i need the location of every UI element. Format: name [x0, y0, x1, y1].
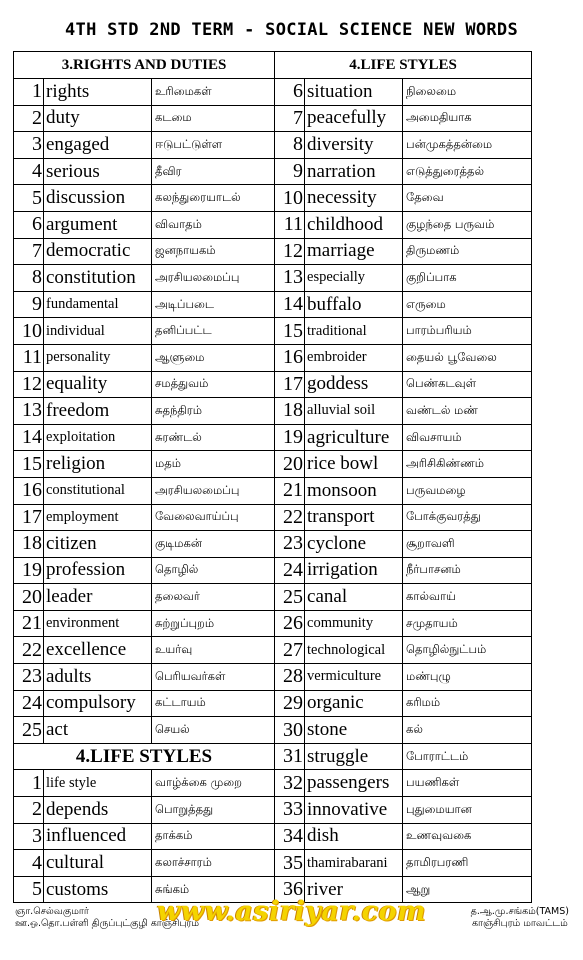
tamil-meaning: போக்குவரத்து: [403, 504, 532, 531]
word-number: 8: [14, 265, 44, 292]
tamil-meaning: விவசாயம்: [403, 424, 532, 451]
tamil-meaning: பொறுத்தது: [152, 797, 275, 824]
word-number: 19: [14, 557, 44, 584]
tamil-meaning: கலந்துரையாடல்: [152, 185, 275, 212]
english-word: thamirabarani: [305, 850, 403, 877]
word-number: 7: [275, 105, 305, 132]
word-number: 15: [275, 318, 305, 345]
tamil-meaning: கல்: [403, 717, 532, 744]
word-number: 15: [14, 451, 44, 478]
tamil-meaning: திருமணம்: [403, 238, 532, 265]
english-word: freedom: [44, 398, 152, 425]
english-word: influenced: [44, 823, 152, 850]
word-number: 2: [14, 105, 44, 132]
table-row: [14, 344, 532, 371]
word-number: 22: [275, 504, 305, 531]
english-word: employment: [44, 504, 152, 531]
tamil-meaning: அரிசிகிண்ணம்: [403, 451, 532, 478]
english-word: community: [305, 610, 403, 637]
word-number: 21: [14, 610, 44, 637]
tamil-meaning: குழந்தை பருவம்: [403, 211, 532, 238]
word-number: 19: [275, 424, 305, 451]
table-row: [14, 105, 532, 132]
tamil-meaning: கலாச்சாரம்: [152, 850, 275, 877]
tamil-meaning: சூறாவளி: [403, 531, 532, 558]
word-number: 20: [275, 451, 305, 478]
english-word: necessity: [305, 185, 403, 212]
tamil-meaning: அரசியலமைப்பு: [152, 477, 275, 504]
tamil-meaning: மதம்: [152, 451, 275, 478]
tamil-meaning: எடுத்துரைத்தல்: [403, 158, 532, 185]
table-row: [14, 637, 532, 664]
english-word: act: [44, 717, 152, 744]
tamil-meaning: கரிமம்: [403, 690, 532, 717]
word-number: 18: [14, 531, 44, 558]
table-row: [14, 584, 532, 611]
word-number: 6: [275, 79, 305, 106]
english-word: river: [305, 876, 403, 903]
tamil-meaning: சுதந்திரம்: [152, 398, 275, 425]
word-number: 12: [275, 238, 305, 265]
english-word: citizen: [44, 531, 152, 558]
word-number: 3: [14, 823, 44, 850]
word-number: 23: [275, 531, 305, 558]
english-word: environment: [44, 610, 152, 637]
table-row: [14, 743, 532, 770]
english-word: innovative: [305, 797, 403, 824]
english-word: marriage: [305, 238, 403, 265]
english-word: buffalo: [305, 291, 403, 318]
word-number: 31: [275, 743, 305, 770]
word-number: 4: [14, 850, 44, 877]
table-row: [14, 318, 532, 345]
table-row: [14, 664, 532, 691]
word-number: 13: [275, 265, 305, 292]
word-number: 26: [275, 610, 305, 637]
english-word: monsoon: [305, 477, 403, 504]
tamil-meaning: உரிமைகள்: [152, 79, 275, 106]
table-row: [14, 451, 532, 478]
table-row: [14, 531, 532, 558]
table-row: [14, 690, 532, 717]
table-row: [14, 185, 532, 212]
word-number: 32: [275, 770, 305, 797]
tamil-meaning: நீர்பாசனம்: [403, 557, 532, 584]
table-row: [14, 717, 532, 744]
table-row: [14, 477, 532, 504]
table-row: [14, 797, 532, 824]
english-word: leader: [44, 584, 152, 611]
tamil-meaning: தொழில்நுட்பம்: [403, 637, 532, 664]
tamil-meaning: அரசியலமைப்பு: [152, 265, 275, 292]
table-row: [14, 265, 532, 292]
english-word: childhood: [305, 211, 403, 238]
english-word: situation: [305, 79, 403, 106]
word-number: 25: [275, 584, 305, 611]
english-word: embroider: [305, 344, 403, 371]
word-number: 8: [275, 132, 305, 159]
word-number: 9: [14, 291, 44, 318]
tamil-meaning: ஜனநாயகம்: [152, 238, 275, 265]
tamil-meaning: கால்வாய்: [403, 584, 532, 611]
tamil-meaning: பன்முகத்தன்மை: [403, 132, 532, 159]
word-number: 11: [14, 344, 44, 371]
english-word: adults: [44, 664, 152, 691]
tamil-meaning: தையல் பூவேலை: [403, 344, 532, 371]
english-word: personality: [44, 344, 152, 371]
english-word: passengers: [305, 770, 403, 797]
english-word: especially: [305, 265, 403, 292]
word-number: 14: [275, 291, 305, 318]
english-word: transport: [305, 504, 403, 531]
english-word: diversity: [305, 132, 403, 159]
word-number: 34: [275, 823, 305, 850]
english-word: excellence: [44, 637, 152, 664]
word-number: 1: [14, 770, 44, 797]
table-row: [14, 371, 532, 398]
section-header-life-styles-left: 4.LIFE STYLES: [14, 743, 275, 770]
tamil-meaning: கட்டாயம்: [152, 690, 275, 717]
tamil-meaning: பயணிகள்: [403, 770, 532, 797]
english-word: peacefully: [305, 105, 403, 132]
tamil-meaning: தனிப்பட்ட: [152, 318, 275, 345]
word-number: 35: [275, 850, 305, 877]
word-number: 22: [14, 637, 44, 664]
english-word: cultural: [44, 850, 152, 877]
word-number: 24: [14, 690, 44, 717]
tamil-meaning: தொழில்: [152, 557, 275, 584]
table-row: [14, 238, 532, 265]
english-word: constitution: [44, 265, 152, 292]
table-row: [14, 770, 532, 797]
word-number: 2: [14, 797, 44, 824]
tamil-meaning: போராட்டம்: [403, 743, 532, 770]
tamil-meaning: அமைதியாக: [403, 105, 532, 132]
table-row: [14, 291, 532, 318]
word-number: 21: [275, 477, 305, 504]
word-number: 14: [14, 424, 44, 451]
english-word: life style: [44, 770, 152, 797]
tamil-meaning: குறிப்பாக: [403, 265, 532, 292]
word-number: 12: [14, 371, 44, 398]
english-word: irrigation: [305, 557, 403, 584]
table-row: [14, 850, 532, 877]
table-row: [14, 823, 532, 850]
word-number: 13: [14, 398, 44, 425]
word-number: 28: [275, 664, 305, 691]
tamil-meaning: புதுமையான: [403, 797, 532, 824]
section-header-rights-duties: 3.RIGHTS AND DUTIES: [14, 52, 275, 79]
tamil-meaning: நிலைமை: [403, 79, 532, 106]
word-number: 33: [275, 797, 305, 824]
english-word: alluvial soil: [305, 398, 403, 425]
english-word: exploitation: [44, 424, 152, 451]
english-word: compulsory: [44, 690, 152, 717]
tamil-meaning: சமுதாயம்: [403, 610, 532, 637]
english-word: discussion: [44, 185, 152, 212]
english-word: traditional: [305, 318, 403, 345]
word-number: 30: [275, 717, 305, 744]
word-number: 24: [275, 557, 305, 584]
word-number: 23: [14, 664, 44, 691]
tamil-meaning: பருவமழை: [403, 477, 532, 504]
table-row: [14, 158, 532, 185]
english-word: rights: [44, 79, 152, 106]
english-word: vermiculture: [305, 664, 403, 691]
english-word: engaged: [44, 132, 152, 159]
word-number: 5: [14, 185, 44, 212]
english-word: constitutional: [44, 477, 152, 504]
word-number: 36: [275, 876, 305, 903]
word-number: 18: [275, 398, 305, 425]
footer-left-line-2: ஊ.ஒ.தொ.பள்ளி திருப்புட்குழி காஞ்சிபுரம்: [15, 918, 200, 929]
tamil-meaning: சுற்றுப்புறம்: [152, 610, 275, 637]
word-number: 20: [14, 584, 44, 611]
word-number: 25: [14, 717, 44, 744]
tamil-meaning: தலைவர்: [152, 584, 275, 611]
table-row: [14, 132, 532, 159]
tamil-meaning: பெண்கடவுள்: [403, 371, 532, 398]
english-word: dish: [305, 823, 403, 850]
english-word: agriculture: [305, 424, 403, 451]
tamil-meaning: தாமிரபரணி: [403, 850, 532, 877]
english-word: duty: [44, 105, 152, 132]
table-row: [14, 504, 532, 531]
english-word: fundamental: [44, 291, 152, 318]
tamil-meaning: ஆளுமை: [152, 344, 275, 371]
word-number: 3: [14, 132, 44, 159]
tamil-meaning: உயர்வு: [152, 637, 275, 664]
tamil-meaning: எருமை: [403, 291, 532, 318]
table-row: [14, 211, 532, 238]
table-row: [14, 557, 532, 584]
english-word: equality: [44, 371, 152, 398]
watermark-logo: www.asiriyar.com: [156, 896, 427, 927]
english-word: struggle: [305, 743, 403, 770]
tamil-meaning: வண்டல் மண்: [403, 398, 532, 425]
word-number: 5: [14, 876, 44, 903]
page-title: 4TH STD 2ND TERM - SOCIAL SCIENCE NEW WORDS: [65, 20, 518, 40]
word-number: 16: [14, 477, 44, 504]
table-header-row: [14, 52, 532, 79]
word-number: 6: [14, 211, 44, 238]
english-word: goddess: [305, 371, 403, 398]
footer-left-line-1: ஞா.செல்வகுமார்: [15, 906, 89, 917]
word-number: 10: [14, 318, 44, 345]
english-word: rice bowl: [305, 451, 403, 478]
section-header-life-styles: 4.LIFE STYLES: [275, 52, 532, 79]
english-word: customs: [44, 876, 152, 903]
tamil-meaning: ஈடுபட்டுள்ள: [152, 132, 275, 159]
english-word: democratic: [44, 238, 152, 265]
tamil-meaning: அடிப்படை: [152, 291, 275, 318]
word-number: 4: [14, 158, 44, 185]
footer-right-line-2: காஞ்சிபுரம் மாவட்டம்: [471, 918, 568, 929]
word-number: 16: [275, 344, 305, 371]
english-word: technological: [305, 637, 403, 664]
word-number: 27: [275, 637, 305, 664]
english-word: organic: [305, 690, 403, 717]
english-word: religion: [44, 451, 152, 478]
word-number: 17: [275, 371, 305, 398]
word-number: 29: [275, 690, 305, 717]
tamil-meaning: தீவிர: [152, 158, 275, 185]
english-word: stone: [305, 717, 403, 744]
table-row: [14, 79, 532, 106]
table-row: [14, 610, 532, 637]
word-number: 17: [14, 504, 44, 531]
tamil-meaning: குடிமகன்: [152, 531, 275, 558]
tamil-meaning: தேவை: [403, 185, 532, 212]
english-word: profession: [44, 557, 152, 584]
tamil-meaning: உணவுவகை: [403, 823, 532, 850]
english-word: narration: [305, 158, 403, 185]
english-word: individual: [44, 318, 152, 345]
tamil-meaning: மண்புழு: [403, 664, 532, 691]
english-word: canal: [305, 584, 403, 611]
tamil-meaning: சமத்துவம்: [152, 371, 275, 398]
word-number: 1: [14, 79, 44, 106]
word-number: 10: [275, 185, 305, 212]
word-number: 9: [275, 158, 305, 185]
tamil-meaning: தாக்கம்: [152, 823, 275, 850]
vocabulary-table-body: [14, 52, 532, 903]
vocabulary-table: [13, 51, 532, 903]
tamil-meaning: பாரம்பரியம்: [403, 318, 532, 345]
tamil-meaning: கடமை: [152, 105, 275, 132]
tamil-meaning: வாழ்க்கை முறை: [152, 770, 275, 797]
tamil-meaning: வேலைவாய்ப்பு: [152, 504, 275, 531]
english-word: argument: [44, 211, 152, 238]
tamil-meaning: பெரியவர்கள்: [152, 664, 275, 691]
english-word: serious: [44, 158, 152, 185]
word-number: 7: [14, 238, 44, 265]
table-row: [14, 398, 532, 425]
tamil-meaning: சுரண்டல்: [152, 424, 275, 451]
tamil-meaning: செயல்: [152, 717, 275, 744]
tamil-meaning: ஆறு: [403, 876, 532, 903]
word-number: 11: [275, 211, 305, 238]
tamil-meaning: சுங்கம்: [152, 876, 275, 903]
english-word: depends: [44, 797, 152, 824]
footer-right: [471, 906, 569, 930]
english-word: cyclone: [305, 531, 403, 558]
table-row: [14, 424, 532, 451]
footer-right-line-1: த.ஆ.மு.சங்கம்(TAMS): [470, 906, 569, 917]
tamil-meaning: விவாதம்: [152, 211, 275, 238]
